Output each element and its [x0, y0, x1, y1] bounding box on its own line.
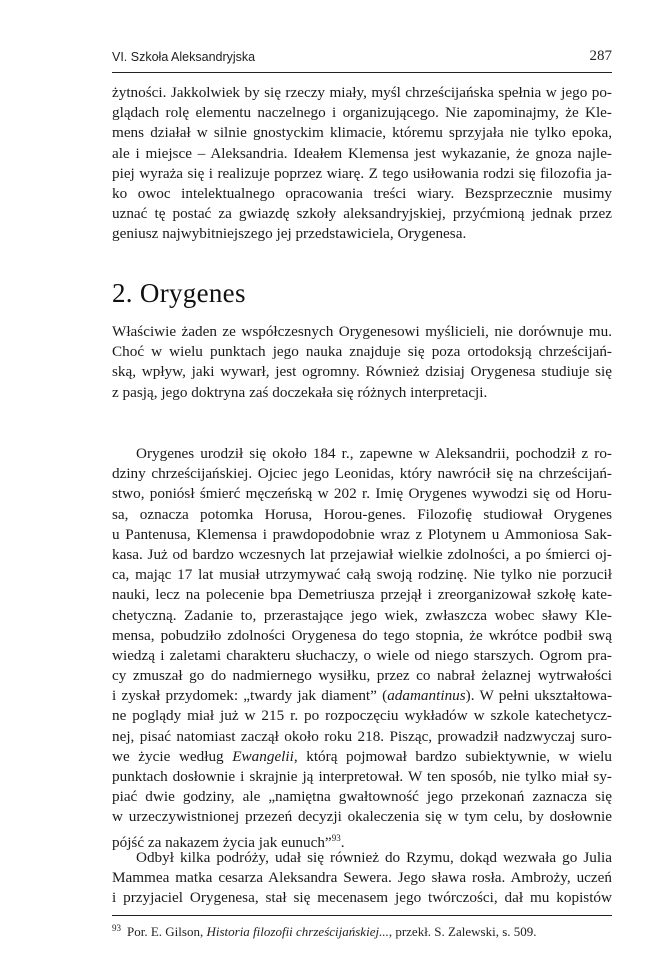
text-line: Odbył kilka podróży, udał się również do Rzymu, dokąd wezwała go Julia [136, 848, 612, 866]
text-line: z pasją, jego doktryna zaś doczekała się różnych interpretacji. [112, 383, 488, 401]
text-segment: i zyskał przydomek: „twardy jak diament” ( [112, 687, 388, 705]
body-paragraph [112, 444, 612, 908]
text-line: piej wyraża się i realizuje poprzez wiarę. Z tego usiłowania rodzi się filozofia ja- [112, 164, 612, 182]
text-line: i przyjaciel Orygenesa, stał się mecenasem jego twórczości, dał mu kopistów [112, 889, 612, 907]
text-line: punktach dosłownie i skrajnie ją interpretował. W ten sposób, nie tylko miał sy- [112, 768, 612, 785]
footnote-text: Por. E. Gilson, [127, 924, 207, 939]
text-line [112, 828, 612, 851]
text-line: nej, pisać natomiast zaczął około roku 218. Pisząc, prowadził nadzwyczaj suro- [112, 727, 612, 745]
text-line: uznać tę postać za gwiazdę szkoły aleksandryjskiej, przyćmioną jednak przez [112, 205, 612, 223]
text-line: mens działał w silnie gnostyckim klimacie, któremu sprzyjała nie tylko epoka, [112, 124, 612, 142]
text-line: żytności. Jakkolwiek by się rzeczy miały, myśl chrześcijańska spełnia w jego po- [112, 84, 612, 101]
text-line: geniusz najwybitniejszego jej przedstawiciela, Orygenesa. [112, 225, 467, 243]
text-line: Orygenes urodził się około 184 r., zapewne w Aleksandrii, pochodził z ro- [136, 445, 612, 462]
footnote-title: Historia filozofii chrześcijańskiej... [206, 924, 389, 939]
text-line: mensa, pobudziło zdolności Orygenesa do tego stopnia, że wkrótce podbił swą [112, 626, 612, 644]
footnote-rule [112, 915, 612, 916]
text-line: u Pantenusa, Klemensa i prawdopodobnie wraz z Plotynem u Ammoniosa Sak- [112, 525, 612, 543]
text-line: ską, wpływ, jaki wywarł, jest ogromny. Również dzisiaj Orygenesa studiuje się [112, 363, 612, 381]
lead-paragraph [112, 322, 612, 403]
footnote [112, 923, 612, 940]
text-line: ca, mając 17 lat musiał utrzymywać całą swoją rodzinę. Nie tylko nie porzucił [112, 566, 612, 584]
chapter-title: VI. Szkoła Aleksandryjska [112, 50, 256, 64]
header-rule [112, 72, 612, 73]
footnote-reference[interactable]: 93 [331, 832, 341, 843]
text-segment: , którą pojmował bardzo subiektywnie, w wielu [293, 747, 612, 765]
intro-paragraph [112, 83, 612, 245]
text-line [112, 747, 612, 767]
text-line: sa, oznacza potomka Horusa, Horou-genes. Filozofię studiował Orygenes [112, 505, 612, 523]
text-line: Choć w wielu punktach jego nauka znajduje się poza ortodoksją chrześcijań- [112, 343, 612, 361]
text-line: Mammea matka cesarza Aleksandra Sewera. Jego sława rosła. Ambroży, uczeń [112, 868, 612, 886]
text-line: piać dwie godziny, ale „namiętna gwałtowność jego przekonań zaznacza się [112, 788, 612, 806]
footnote-text: , przekł. S. Zalewski, s. 509. [388, 924, 537, 939]
text-segment: pójść za nakazem życia jak eunuch” [112, 833, 332, 851]
text-line: nauki, lecz na polecenie bpa Demetriusza przejął i zreorganizował szkołę kate- [112, 586, 612, 604]
text-line: ale i miejsce – Aleksandria. Ideałem Klemensa jest wykazanie, że gnoza najle- [112, 144, 612, 162]
latin-term: adamantinus [387, 687, 466, 705]
gospel-term: Ewangelii [232, 747, 294, 765]
text-line: ko owoc intelektualnego opracowania treści wiary. Bezsprzecznie musimy [112, 184, 612, 202]
text-line: ne poglądy miał już w 215 r. po rozpoczęciu wykładów w szkole katechetycz- [112, 707, 612, 725]
text-line: dziny chrześcijańskiej. Ojciec jego Leonidas, który nawrócił się na chrześcijań- [112, 465, 612, 483]
footnote-number: 93 [112, 923, 121, 933]
text-line: cy zmuszał go do nadmiernego wysiłku, przez co nabrał żelaznej wytrwałości [112, 667, 612, 685]
text-line [112, 686, 612, 706]
text-segment: we życie według [112, 747, 233, 765]
text-segment: . [340, 833, 345, 851]
text-line: glądach rolę elementu naczelnego i organizującego. Nie zapominajmy, że Kle- [112, 104, 612, 122]
text-line: stwo, poniósł śmierć męczeńską w 202 r. Imię Orygenes wywodzi się od Horu- [112, 485, 612, 503]
text-line: w urzeczywistnionej przezeń decyzji okaleczenia się w tym celu, by dosłownie [112, 808, 612, 826]
text-line: Właściwie żaden ze współczesnych Orygenesowi myślicieli, nie dorównuje mu. [112, 323, 612, 340]
text-line: chetyczną. Zadanie to, przerastające jego wiek, zwłaszcza wobec sławy Kle- [112, 606, 612, 624]
section-heading: 2. Orygenes [112, 278, 246, 308]
page-number: 287 [589, 48, 612, 64]
text-segment: ). W pełni ukształtowa- [465, 687, 612, 705]
text-line: wiedzą i zaletami charakteru słuchaczy, o wiele od niego starszych. Ogrom pra- [112, 646, 612, 664]
text-line: kasa. Już od bardzo wczesnych lat przejawiał wielkie zdolności, a po śmierci oj- [112, 545, 612, 563]
